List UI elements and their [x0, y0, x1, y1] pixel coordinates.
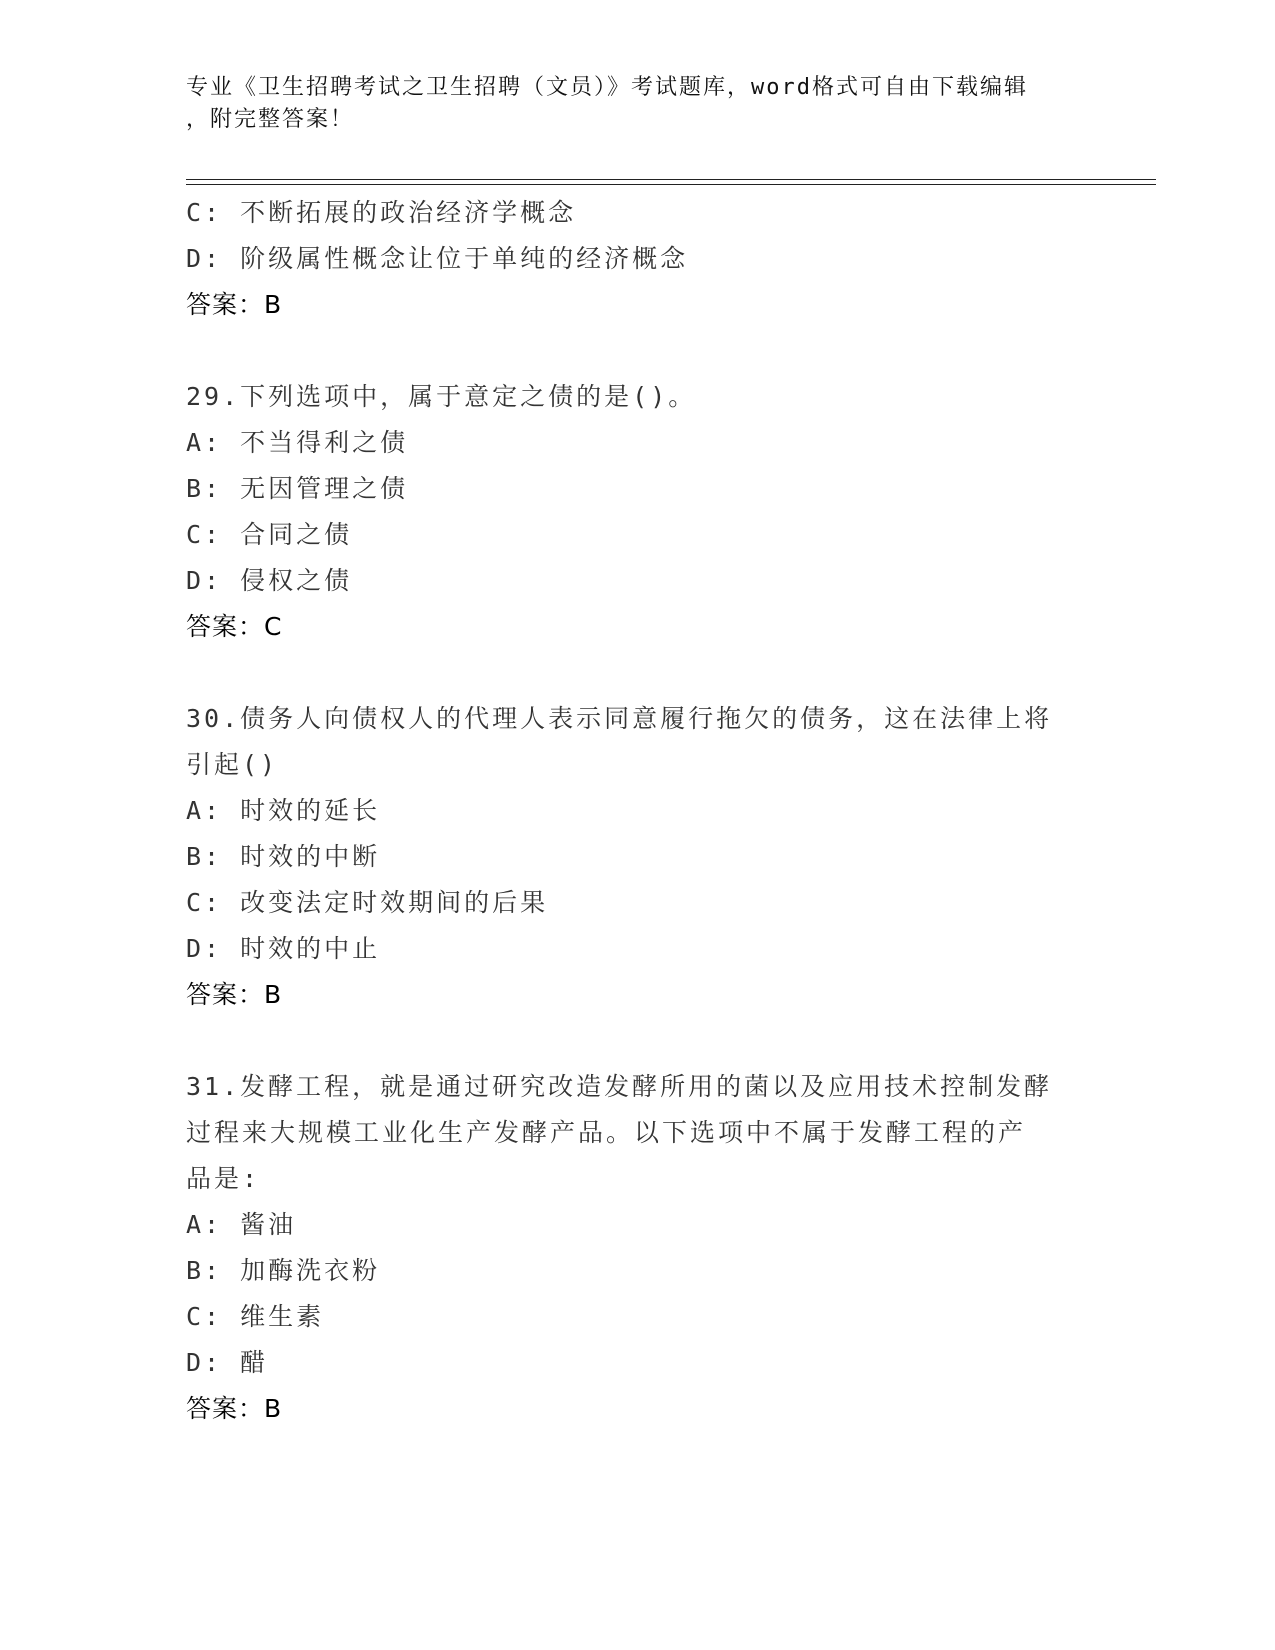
question-29 [186, 374, 1086, 650]
option-b: B: 时效的中断 [186, 842, 381, 871]
header-line-1: 专业《卫生招聘考试之卫生招聘（文员）》考试题库，word格式可自由下载编辑 [186, 75, 1028, 100]
option-a: A: 酱油 [186, 1210, 297, 1239]
option-d: D: 阶级属性概念让位于单纯的经济概念 [186, 244, 689, 273]
answer-line: 答案：B [186, 1394, 283, 1423]
question-list [186, 190, 1086, 1432]
spacer [186, 650, 1086, 696]
answer-line: 答案：C [186, 612, 283, 641]
option-b: B: 无因管理之债 [186, 474, 409, 503]
option-a: A: 时效的延长 [186, 796, 381, 825]
question-stem-line-2: 过程来大规模工业化生产发酵产品。以下选项中不属于发酵工程的产 [186, 1118, 1027, 1147]
header-rule-bottom [186, 184, 1156, 185]
option-c: C: 改变法定时效期间的后果 [186, 888, 549, 917]
question-stem-line-2: 引起() [186, 750, 279, 779]
answer-line: 答案：B [186, 290, 283, 319]
option-d: D: 时效的中止 [186, 934, 381, 963]
answer-line: 答案：B [186, 980, 283, 1009]
previous-question-block [186, 190, 1086, 328]
header-rule-top [186, 179, 1156, 180]
option-b: B: 加酶洗衣粉 [186, 1256, 381, 1285]
header-line-2: ，附完整答案！ [186, 107, 355, 132]
question-stem-line-1: 30.债务人向债权人的代理人表示同意履行拖欠的债务，这在法律上将 [186, 704, 1053, 733]
question-stem: 29.下列选项中，属于意定之债的是()。 [186, 382, 697, 411]
question-30 [186, 696, 1086, 1018]
option-a: A: 不当得利之债 [186, 428, 409, 457]
question-stem-line-1: 31.发酵工程，就是通过研究改造发酵所用的菌以及应用技术控制发酵 [186, 1072, 1053, 1101]
question-31 [186, 1064, 1086, 1432]
spacer [186, 328, 1086, 374]
document-header [186, 72, 1086, 136]
spacer [186, 1018, 1086, 1064]
option-c: C: 维生素 [186, 1302, 325, 1331]
option-d: D: 侵权之债 [186, 566, 353, 595]
option-c: C: 不断拓展的政治经济学概念 [186, 198, 577, 227]
option-c: C: 合同之债 [186, 520, 353, 549]
option-d: D: 醋 [186, 1348, 269, 1377]
question-stem-line-3: 品是: [186, 1164, 261, 1193]
